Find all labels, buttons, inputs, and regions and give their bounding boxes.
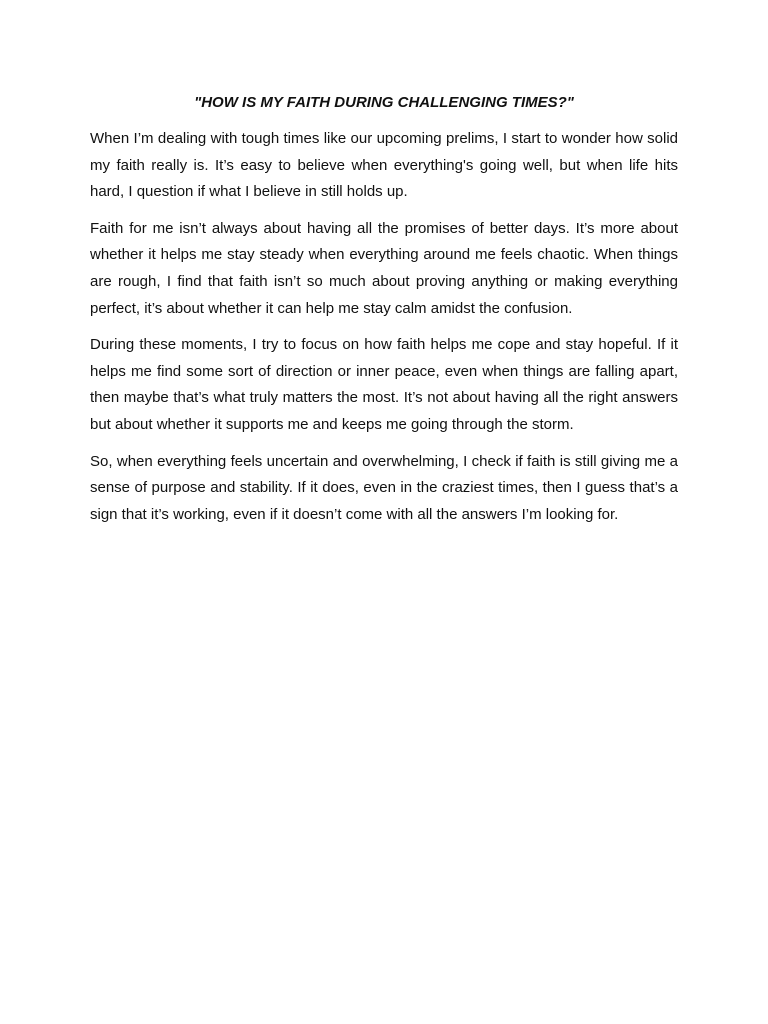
paragraph-3: During these moments, I try to focus on how faith helps me cope and stay hopeful. If it helps me find some sort of direction or inner peace, even when things are falling apart, then maybe that’s what truly matters the most. It’s not about having all the right answers but about whether it supports me and keeps me going through the storm. <box>90 336 678 433</box>
paragraph-1: When I’m dealing with tough times like our upcoming prelims, I start to wonder how solid my faith really is. It’s easy to believe when everything's going well, but when life hits hard, I question if what I believe in still holds up. <box>90 130 678 201</box>
paragraph-4: So, when everything feels uncertain and overwhelming, I check if faith is still giving me a sense of purpose and stability. If it does, even in the craziest times, then I guess that’s a sign that it’s working, even if it doesn’t come with all the answers I’m looking for. <box>90 452 678 523</box>
paragraph-2: Faith for me isn’t always about having all the promises of better days. It’s more about whether it helps me stay steady when everything around me feels chaotic. When things are rough, I find that faith isn’t so much about proving anything or making everything perfect, it’s about whether it can help me stay calm amidst the confusion. <box>90 219 678 317</box>
document-title: "HOW IS MY FAITH DURING CHALLENGING TIMES?" <box>194 94 574 111</box>
